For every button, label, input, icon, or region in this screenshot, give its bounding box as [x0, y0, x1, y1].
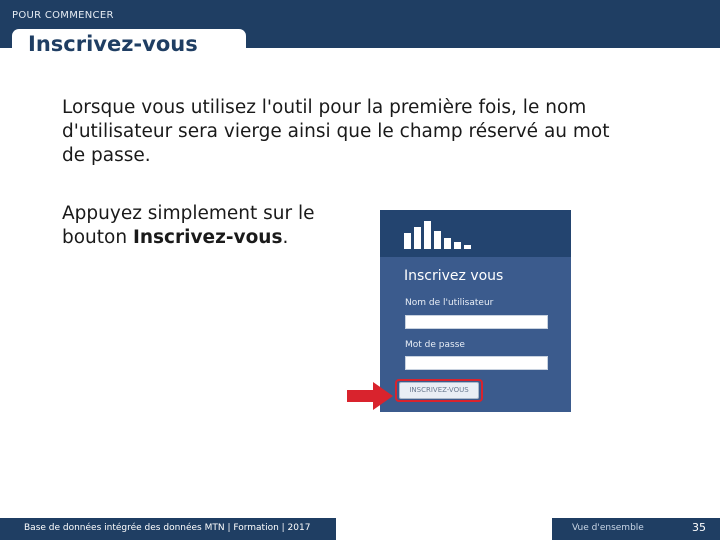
- intro-paragraph: Lorsque vous utilisez l'outil pour la première fois, le nom d'utilisateur sera vierge ainsi que le champ réservé au mot de passe.: [62, 97, 610, 166]
- password-field[interactable]: [405, 356, 548, 370]
- title-tab: [12, 29, 246, 65]
- footer-credit: Base de données intégrée des données MTN | Formation | 2017: [24, 523, 311, 533]
- footer-section: Vue d'ensemble: [572, 523, 644, 533]
- username-label: Nom de l'utilisateur: [405, 298, 494, 308]
- button-highlight: [395, 379, 483, 402]
- instruction-text: Appuyez simplement sur le bouton: [62, 203, 315, 248]
- page-number: 35: [692, 521, 706, 534]
- page-title: Inscrivez-vous: [28, 32, 198, 56]
- instruction-emphasis: Inscrivez-vous: [132, 227, 283, 248]
- right-arrow-icon: [347, 382, 393, 410]
- instruction-end: .: [282, 227, 289, 248]
- login-title: Inscrivez vous: [404, 268, 504, 284]
- footer-left: [0, 518, 336, 540]
- username-field[interactable]: [405, 315, 548, 329]
- section-label: POUR COMMENCER: [12, 10, 114, 21]
- password-label: Mot de passe: [405, 340, 465, 350]
- header-bar: [0, 0, 720, 56]
- login-screenshot: [380, 210, 571, 412]
- login-screenshot-header: [380, 210, 571, 257]
- instruction-paragraph: [62, 202, 352, 250]
- footer: [0, 518, 720, 540]
- sign-in-button[interactable]: INSCRIVEZ-VOUS: [399, 382, 479, 399]
- footer-right: [552, 518, 720, 540]
